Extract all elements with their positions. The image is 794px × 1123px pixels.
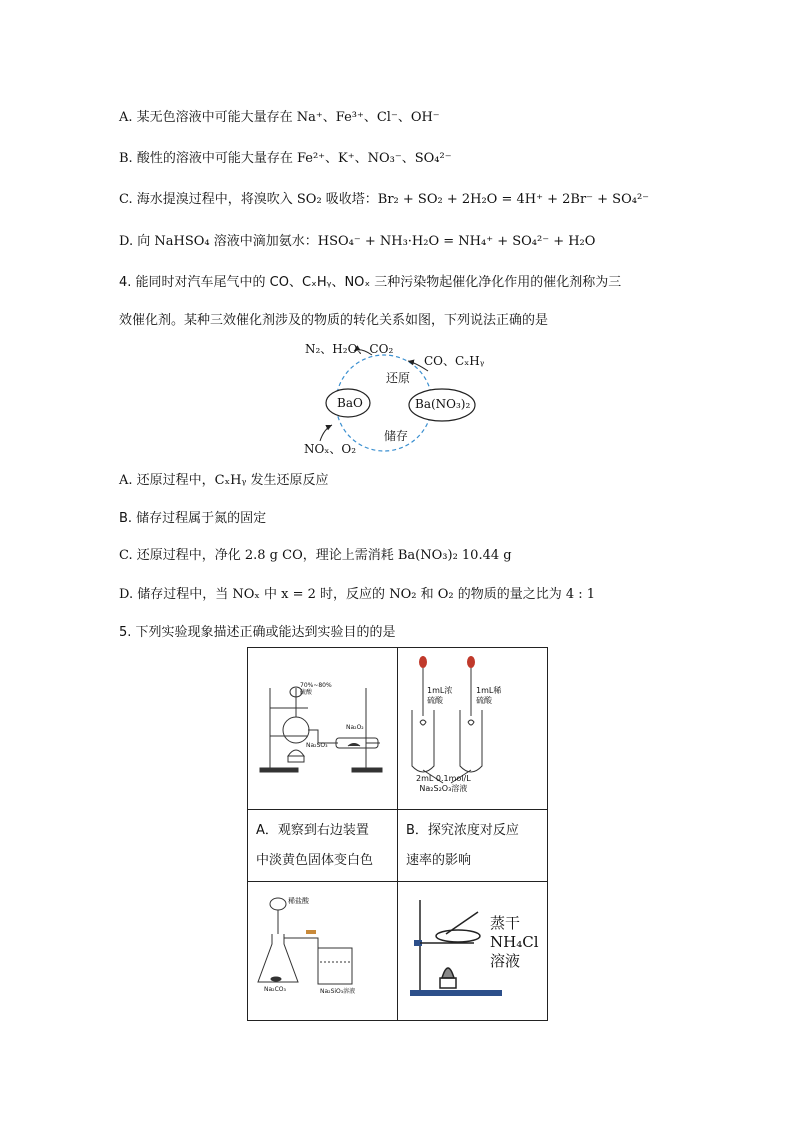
option-3c: C. 海水提溴过程中，将溴吹入 SO₂ 吸收塔：Br₂ + SO₂ + 2H₂O = 4H⁺ + 2Br⁻ + SO₄²⁻ xyxy=(119,192,650,207)
label-dilute-hcl: 稀盐酸 xyxy=(288,897,309,905)
label-na2sio3: Na₂SiO₃溶液 xyxy=(320,988,356,995)
label-na2o2: Na₂O₂ xyxy=(346,724,364,731)
option-4b: B. 储存过程属于氮的固定 xyxy=(119,511,267,526)
label-acid-a: 70%~80% 硫酸 xyxy=(300,682,332,696)
option-3b: B. 酸性的溶液中可能大量存在 Fe²⁺、K⁺、NO₃⁻、SO₄²⁻ xyxy=(119,151,452,166)
label-na2co3: Na₂CO₃ xyxy=(264,986,286,993)
diagram-bottom-left: NOₓ、O₂ xyxy=(304,442,357,456)
diagram-right-node: Ba(NO₃)₂ xyxy=(415,397,471,411)
option-4d: D. 储存过程中，当 NOₓ 中 x = 2 时，反应的 NO₂ 和 O₂ 的物质的量之比为 4 : 1 xyxy=(119,587,596,602)
cell-figure-d xyxy=(398,882,548,1021)
option-5a-line1: A．观察到右边装置 xyxy=(256,823,369,838)
label-dilute-acid: 1mL稀 硫酸 xyxy=(476,686,502,705)
option-4a: A. 还原过程中，CₓHᵧ 发生还原反应 xyxy=(119,473,329,488)
arrow-nox xyxy=(320,425,332,441)
question-4-stem-line2: 效催化剂。某种三效催化剂涉及的物质的转化关系如图，下列说法正确的是 xyxy=(119,313,549,328)
question-5-stem: 5. 下列实验现象描述正确或能达到实验目的的是 xyxy=(119,625,396,640)
apparatus-c-figure xyxy=(248,882,397,1016)
label-na2so3: Na₂SO₃ xyxy=(306,742,328,749)
option-5b-line1: B．探究浓度对反应 xyxy=(406,823,519,838)
apparatus-a-figure xyxy=(248,648,397,805)
option-4c: C. 还原过程中，净化 2.8 g CO，理论上需消耗 Ba(NO₃)₂ 10.44 g xyxy=(119,548,512,563)
option-3a: A. 某无色溶液中可能大量存在 Na⁺、Fe³⁺、Cl⁻、OH⁻ xyxy=(119,110,440,125)
diagram-bottom-arc: 储存 xyxy=(384,429,409,443)
diagram-top-left: N₂、H₂O、CO₂ xyxy=(305,342,394,356)
label-thiosulfate: 2mL 0.1mol/L Na₂S₂O₃溶液 xyxy=(416,774,471,793)
option-5b-line2: 速率的影响 xyxy=(406,853,472,868)
cell-option-b xyxy=(398,810,548,882)
option-5a-line2: 中淡黄色固体变白色 xyxy=(256,853,374,868)
diagram-left-node: BaO xyxy=(337,396,363,410)
option-3d: D. 向 NaHSO₄ 溶液中滴加氨水：HSO₄⁻ + NH₃·H₂O = NH₄⁺ + SO₄²⁻ + H₂O xyxy=(119,234,596,249)
label-conc-acid: 1mL浓 硫酸 xyxy=(427,686,453,705)
cell-figure-c xyxy=(248,882,398,1021)
cell-option-a xyxy=(248,810,398,882)
label-evaporate: 蒸干 NH₄Cl 溶液 xyxy=(490,914,539,970)
cell-figure-b xyxy=(398,648,548,810)
experiment-table xyxy=(247,647,548,1021)
question-4-stem-line1: 4. 能同时对汽车尾气中的 CO、CₓHᵧ、NOₓ 三种污染物起催化净化作用的催化剂称为三 xyxy=(119,275,622,290)
diagram-top-right: CO、CₓHᵧ xyxy=(424,354,485,368)
cell-figure-a xyxy=(248,648,398,810)
diagram-top-arc: 还原 xyxy=(386,371,411,385)
